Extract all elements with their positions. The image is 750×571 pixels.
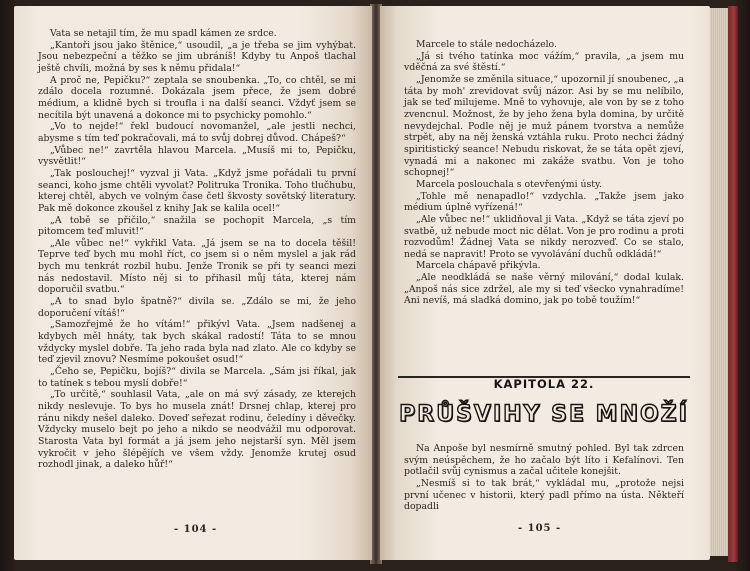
paragraph: „Vůbec ne!“ zavrtěla hlavou Marcela. „Musíš mi to, Pepičku, vysvětlit!“: [38, 144, 356, 168]
right-page: [380, 6, 710, 560]
paragraph: „Ale vůbec ne!“ vykřikl Vata. „Já jsem se na to docela těšil! Teprve teď bych mu mohl říct, co jsem si o něm myslel a jak rád bych mu tenkrát rozbil hubu. Jenže Tronik se při ty seanci mezi nás nedostavil. Místo něj si to přihasil můj táta, kterej nám doporučil svatbu.“: [38, 237, 356, 296]
paragraph: „Tohle mě nenapadlo!“ vzdychla. „Takže jsem jako médium úplně vyřízená!“: [404, 190, 684, 214]
right-page-text-bottom: [404, 443, 684, 513]
paragraph: „To určitě,“ souhlasil Vata, „ale on má svý zásady, ze kterejch nikdy neslevuje. To bys ho musela znát! Drsnej chlap, kterej pro ránu nikdy nešel daleko. Doveď seřezat rodinu, čeledíny i děvečky. Vždycky muselo bejt po jeho a nikdo se neodvážil mu odporovat. Starosta Vata byl formát a já jsem jeho nejstarší syn. Měl jsem vykročit v jeho šlépějích ve všem vždy. Jenomže krutej osud rozhodl jinak, a daleko hůř!“: [38, 389, 356, 471]
paragraph: Marcele to stále nedocházelo.: [416, 39, 557, 50]
paragraph: „A to snad bylo špatně?“ divila se. „Zdálo se mi, že jeho doporučení vítáš!“: [38, 296, 356, 319]
paragraph: Na Anpoše byl nesmírně smutný pohled. Byl tak zdrcen svým neúspěchem, že ho začalo být líto i Kefalínovi. Ten potlačil svůj cynismus a začal učitele konejšit.: [404, 443, 684, 478]
left-page: [14, 6, 372, 560]
paragraph: „Ale vůbec ne!“ uklidňoval ji Vata. „Když se táta zjeví po svatbě, už nebude moct nic dělat. Von je pro rodinu a proti rozvodům! Žádnej Vata se nikdy nerozveď. Co se stalo, nedá se napravit! Proto se vyvolávání duchů odkládá!“: [404, 213, 684, 260]
paragraph: Vata se netajil tím, že mu spadl kámen ze srdce.: [50, 28, 277, 39]
page-number: - 104 -: [174, 524, 218, 535]
paragraph: „Tak poslouchej!“ vyzval ji Vata. „Když jsme pořádali tu první seanci, koho jsme chtěli vyvolat? Politruka Tronika. Toho tlučhubu, kterej chtěl, abych ve volným čase četl škvosty sovětský literatury. Pak mě dokonce zkoušel z knihy Jak se kalila ocel!“: [38, 167, 356, 214]
page-number: - 105 -: [518, 523, 562, 534]
paragraph: „Vo to nejde!“ řekl budoucí novomanžel, „ale jestli nechci, abysme s tím teď pokračovali, má to svůj dobrej důvod. Chápeš?“: [38, 121, 356, 144]
paragraph: Marcela poslouchala s otevřenými ústy.: [416, 178, 602, 190]
paragraph: Marcela chápavě přikývla.: [416, 260, 541, 272]
chapter-title: PRŮŠVIHY SE MNOŽÍ: [399, 402, 689, 427]
left-page-text: [38, 28, 356, 471]
paragraph: A proč ne, Pepičku?“ zeptala se snoubenka. „To, co chtěl, se mi zdálo docela rozumné. Dokázala jsem přece, že jsem dobré médium, a klidně bych si troufla i na další seanci. Vždyť jsem se necítila být unavená a dokonce mi to psychicky pomohlo.“: [38, 74, 356, 121]
book-cover-edge: [728, 6, 738, 562]
right-page-text-top: [404, 39, 684, 307]
paragraph: „A tobě se přičilo,“ snažila se pochopit Marcela, „s tím pitomcem teď mluvit!“: [38, 214, 356, 238]
paragraph: „Samozřejmě že ho vítám!“ přikývl Vata. „Jsem nadšenej a kdybych měl hnáty, tak bych skákal radostí! Táta to se mnou vždycky myslel dobře. Ta jeho rada byla nad zlato. Ale co kdyby se teď zjevil znovu? Nesmíme pokoušet osud!“: [38, 319, 356, 366]
paragraph: „Kantoři jsou jako štěnice,“ usoudil, „a je třeba se jim vyhýbat. Jsou nebezpeční a těžko se jim ubráníš! Kdyby tu Anpoš tlachal ještě chvíli, možná by ses k němu přidala!“: [38, 39, 356, 74]
paragraph: „Jenomže se změnila situace,“ upozornil jí snoubenec, „a táta by moh' zrevidovat svůj názor. Asi by se mu nelíbilo, jak se teď milujeme. Mně to vyhovuje, ale von by se z toho zvencnul. Možnost, že by jeho žena byla domina, by určitě nevydejchal. Podle něj je muž pánem tvorstva a nemůže strpět, aby na něj ženská vztáhla ruku. Proto nechci žádný spiritistický seance! Nebudu riskovat, že se táta opět zjeví, vynadá mi a nakonec mi zakáže svatbu. Von je toho schopnej!“: [404, 73, 684, 179]
chapter-label: KAPITOLA 22.: [493, 377, 595, 391]
paragraph: „Nesmíš si to tak brát,“ vykládal mu, „protože nejsi první učenec v historii, který padl přímo na ústa. Někteří dopadli: [404, 477, 684, 513]
paragraph: „Ale neodkládá se naše věrný milování,“ dodal kulak. „Anpoš nás sice zdržel, ale my si teď všecko vynahradíme! Ani nevíš, má sladká domino, jak po tobě toužím!“: [404, 272, 684, 307]
paragraph: „Čeho se, Pepičku, bojíš?“ divila se Marcela. „Sám jsi říkal, jak to tatínek s tebou myslí dobře!“: [38, 366, 356, 389]
paragraph: „Já si tvého tatínka moc vážím,“ pravila, „a jsem mu vděčná za své štěstí.“: [404, 50, 684, 74]
